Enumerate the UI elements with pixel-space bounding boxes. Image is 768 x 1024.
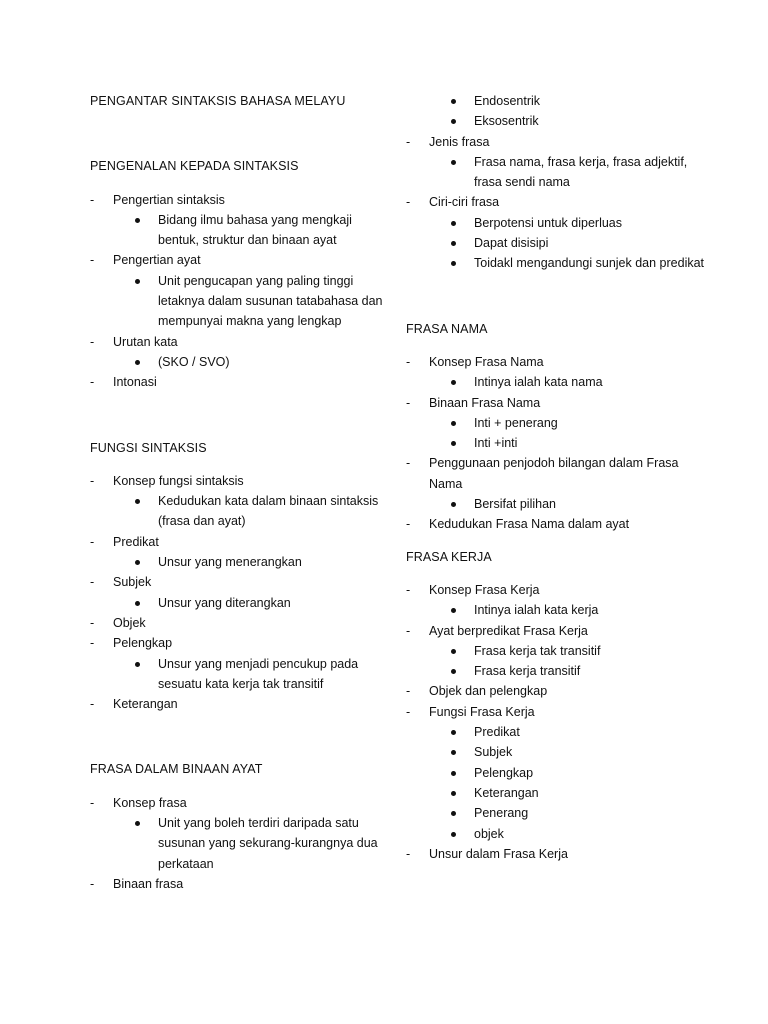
bullet-text: Berpotensi untuk diperluas (474, 215, 623, 230)
bullet-text: Unsur yang menerangkan (158, 555, 302, 570)
bullet-dot-icon (451, 241, 456, 246)
bullet-text: Unit yang boleh terdiri daripada satu susunan yang sekurang-kurangnya dua perkataan (158, 816, 378, 871)
bullet-item (406, 824, 706, 844)
bullet-item (90, 210, 390, 251)
bullet-dot-icon (135, 218, 140, 223)
bullet-list (406, 213, 706, 274)
list-item-label: Penggunaan penjodoh bilangan dalam Frasa Nama (429, 456, 679, 491)
bullet-dot-icon (451, 649, 456, 654)
section-list (406, 580, 706, 864)
bullet-item (90, 593, 390, 613)
list-item-label: Objek dan pelengkap (429, 684, 548, 699)
continued-bullets (406, 91, 706, 132)
bullet-item (406, 661, 706, 681)
bullet-list (90, 813, 390, 874)
bullet-item (406, 433, 706, 453)
bullet-dot-icon (135, 279, 140, 284)
bullet-text: Endosentrik (474, 94, 541, 108)
bullet-item (90, 491, 390, 532)
list-item-label: Urutan kata (113, 334, 178, 349)
bullet-dot-icon (135, 662, 140, 667)
bullet-dot-icon (451, 791, 456, 796)
dash-marker: - (406, 846, 411, 861)
bullet-dot-icon (451, 421, 456, 426)
section-list (90, 793, 390, 894)
bullet-text: Dapat disisipi (474, 236, 549, 251)
list-item-label: Pelengkap (113, 636, 173, 651)
list-item-label: Pengertian sintaksis (113, 192, 225, 207)
dash-marker: - (90, 697, 95, 712)
dash-marker: - (90, 334, 95, 349)
bullet-list (406, 372, 706, 392)
dash-marker: - (90, 253, 95, 268)
bullet-text: Bidang ilmu bahasa yang mengkaji bentuk, struktur dan binaan ayat (158, 212, 352, 248)
bullet-item (90, 271, 390, 332)
bullet-list (406, 600, 706, 620)
bullet-text: Frasa nama, frasa kerja, frasa adjektif, frasa sendi nama (474, 154, 688, 190)
list-item-label: Fungsi Frasa Kerja (429, 704, 535, 719)
bullet-dot-icon (451, 441, 456, 446)
list-item (90, 793, 390, 813)
list-item (90, 190, 390, 210)
bullet-item (406, 253, 706, 273)
list-item (90, 613, 390, 633)
list-item (406, 352, 706, 372)
bullet-text: Predikat (474, 725, 520, 740)
list-item-label: Predikat (113, 534, 159, 549)
bullet-list (90, 654, 390, 695)
bullet-text: Toidakl mengandungi sunjek dan predikat (474, 256, 705, 271)
list-item-label: Keterangan (113, 697, 178, 712)
dash-marker: - (90, 192, 95, 207)
bullet-item (406, 233, 706, 253)
bullet-list (406, 641, 706, 682)
dash-marker: - (90, 375, 95, 390)
bullet-text: objek (474, 826, 504, 841)
bullet-dot-icon (451, 99, 456, 104)
list-item (406, 192, 706, 212)
dash-marker: - (406, 134, 411, 149)
bullet-item (406, 742, 706, 762)
bullet-dot-icon (451, 832, 456, 837)
list-item (406, 681, 706, 701)
bullet-item (406, 213, 706, 233)
bullet-dot-icon (451, 160, 456, 165)
section-list (406, 132, 706, 274)
bullet-text: Penerang (474, 806, 529, 821)
list-item (90, 471, 390, 491)
list-item (90, 633, 390, 653)
bullet-item (406, 152, 706, 193)
bullet-text: Bersifat pilihan (474, 497, 556, 512)
list-item-label: Konsep Frasa Kerja (429, 582, 540, 597)
list-item (90, 532, 390, 552)
bullet-dot-icon (451, 669, 456, 674)
list-item-label: Pengertian ayat (113, 253, 201, 268)
section-heading: FRASA KERJA (406, 549, 492, 564)
dash-marker: - (406, 456, 411, 471)
bullet-item (406, 600, 706, 620)
right-column (406, 91, 706, 864)
dash-marker: - (90, 876, 95, 891)
bullet-list (406, 722, 706, 844)
list-item (90, 372, 390, 392)
bullet-text: Frasa kerja transitif (474, 664, 581, 679)
dash-marker: - (406, 195, 411, 210)
bullet-item (90, 654, 390, 695)
list-item-label: Objek (113, 615, 146, 630)
bullet-dot-icon (451, 750, 456, 755)
bullet-dot-icon (451, 608, 456, 613)
dash-marker: - (90, 534, 95, 549)
list-item (406, 580, 706, 600)
list-item (406, 514, 706, 534)
dash-marker: - (406, 623, 411, 638)
list-item-label: Unsur dalam Frasa Kerja (429, 846, 568, 861)
bullet-text: Subjek (474, 745, 513, 760)
list-item (90, 694, 390, 714)
bullet-dot-icon (451, 221, 456, 226)
dash-marker: - (406, 684, 411, 699)
list-item (406, 702, 706, 722)
bullet-dot-icon (135, 601, 140, 606)
bullet-text: Inti + penerang (474, 415, 558, 430)
bullet-item (406, 413, 706, 433)
bullet-item (406, 494, 706, 514)
bullet-dot-icon (135, 360, 140, 365)
list-item (406, 453, 706, 494)
list-item (406, 621, 706, 641)
bullet-dot-icon (451, 502, 456, 507)
bullet-item (406, 111, 706, 131)
list-item-label: Kedudukan Frasa Nama dalam ayat (429, 517, 630, 532)
dash-marker: - (90, 473, 95, 488)
bullet-text: Intinya ialah kata nama (474, 375, 603, 390)
bullet-text: Unsur yang diterangkan (158, 595, 291, 610)
list-item (90, 572, 390, 592)
bullet-item (90, 352, 390, 372)
section-heading: FRASA NAMA (406, 321, 488, 336)
bullet-dot-icon (135, 499, 140, 504)
bullet-item (406, 783, 706, 803)
bullet-text: Unsur yang menjadi pencukup pada sesuatu kata kerja tak transitif (158, 656, 359, 691)
list-item (90, 874, 390, 894)
bullet-list (406, 413, 706, 454)
bullet-item (90, 813, 390, 874)
bullet-text: Kedudukan kata dalam binaan sintaksis (frasa dan ayat) (158, 494, 379, 529)
dash-marker: - (406, 354, 411, 369)
dash-marker: - (406, 582, 411, 597)
bullet-list (90, 352, 390, 372)
dash-marker: - (90, 615, 95, 630)
list-item (406, 393, 706, 413)
bullet-text: Frasa kerja tak transitif (474, 643, 601, 658)
bullet-item (406, 91, 706, 111)
section-heading: PENGENALAN KEPADA SINTAKSIS (90, 159, 299, 174)
bullet-text: Unit pengucapan yang paling tinggi letaknya dalam susunan tatabahasa dan mempunyai makna yang lengkap (158, 273, 383, 329)
bullet-dot-icon (451, 119, 456, 124)
list-item-label: Konsep fungsi sintaksis (113, 473, 244, 488)
list-item-label: Konsep Frasa Nama (429, 354, 544, 369)
section-list (90, 190, 390, 393)
list-item-label: Ayat berpredikat Frasa Kerja (429, 623, 588, 638)
bullet-dot-icon (451, 261, 456, 266)
bullet-dot-icon (135, 560, 140, 565)
bullet-item (406, 722, 706, 742)
dash-marker: - (90, 636, 95, 651)
bullet-list (406, 152, 706, 193)
section-list (90, 471, 390, 715)
list-item-label: Binaan frasa (113, 876, 184, 891)
bullet-list (406, 494, 706, 514)
dash-marker: - (406, 395, 411, 410)
document-title: PENGANTAR SINTAKSIS BAHASA MELAYU (90, 94, 346, 108)
list-item (406, 844, 706, 864)
list-item-label: Subjek (113, 575, 152, 590)
list-item-label: Binaan Frasa Nama (429, 395, 541, 410)
bullet-item (406, 763, 706, 783)
dash-marker: - (90, 575, 95, 590)
bullet-list (90, 491, 390, 532)
bullet-text: Inti +inti (474, 436, 518, 451)
bullet-dot-icon (451, 730, 456, 735)
list-item-label: Intonasi (113, 375, 157, 390)
bullet-text: (SKO / SVO) (158, 354, 230, 369)
bullet-dot-icon (451, 811, 456, 816)
bullet-item (90, 552, 390, 572)
bullet-item (406, 372, 706, 392)
bullet-text: Pelengkap (474, 765, 534, 780)
section-heading: FUNGSI SINTAKSIS (90, 440, 207, 455)
list-item-label: Jenis frasa (429, 134, 490, 149)
section-heading: FRASA DALAM BINAAN AYAT (90, 762, 263, 777)
list-item (406, 132, 706, 152)
list-item (90, 332, 390, 352)
list-item (90, 250, 390, 270)
list-item-label: Ciri-ciri frasa (429, 195, 500, 210)
bullet-text: Intinya ialah kata kerja (474, 603, 599, 618)
bullet-list (90, 552, 390, 572)
bullet-item (406, 641, 706, 661)
dash-marker: - (406, 704, 411, 719)
left-column (90, 91, 390, 894)
dash-marker: - (406, 517, 411, 532)
bullet-dot-icon (451, 380, 456, 385)
bullet-list (90, 210, 390, 251)
bullet-text: Eksosentrik (474, 114, 539, 129)
bullet-dot-icon (135, 821, 140, 826)
bullet-list (90, 271, 390, 332)
dash-marker: - (90, 795, 95, 810)
bullet-text: Keterangan (474, 785, 539, 800)
section-list (406, 352, 706, 535)
bullet-dot-icon (451, 771, 456, 776)
bullet-list (90, 593, 390, 613)
list-item-label: Konsep frasa (113, 795, 187, 810)
bullet-item (406, 803, 706, 823)
